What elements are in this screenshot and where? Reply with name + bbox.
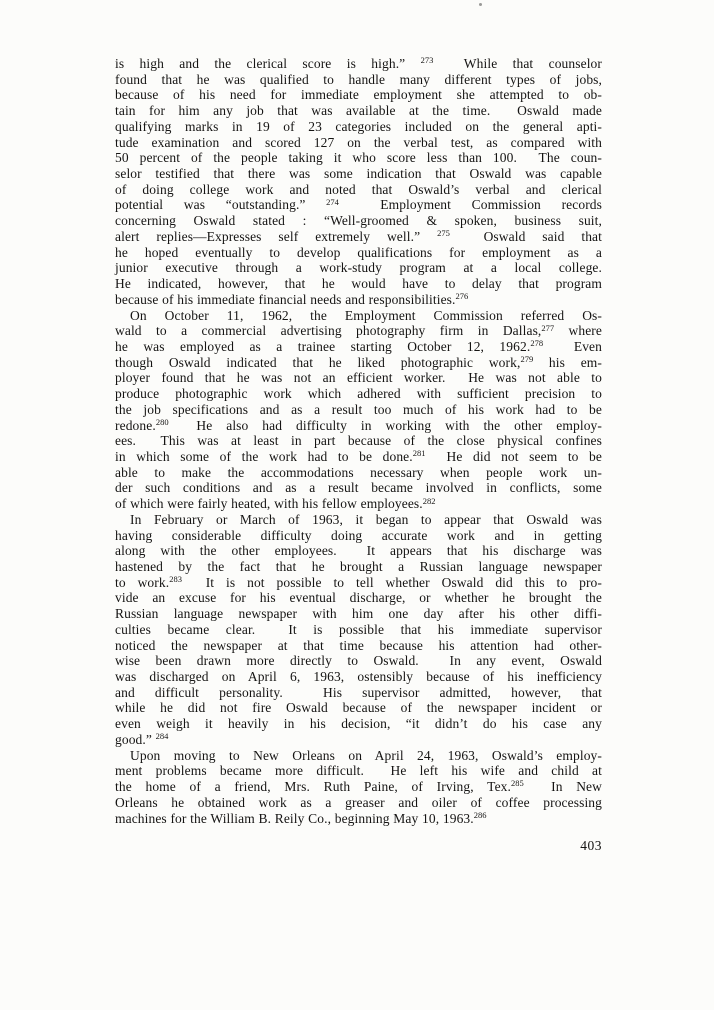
- text-line: tude examination and scored 127 on the verbal test, as compared with: [115, 134, 602, 150]
- footnote-reference: 273: [420, 55, 434, 66]
- text-line: concerning Oswald stated : “Well-groomed & spoken, business suit,: [115, 213, 602, 229]
- text-line: of which were fairly heated, with his fellow employees.$^{282}$: [115, 495, 436, 512]
- text-line: was discharged on April 6, 1963, ostensibly because of his inefficiency: [115, 669, 602, 685]
- text-line: He indicated, however, that he would have to delay that program: [115, 276, 602, 292]
- text-line: On October 11, 1962, the Employment Commission referred Os-: [130, 307, 602, 323]
- text-line: machines for the William B. Reily Co., beginning May 10, 1963.$^{286}$: [115, 809, 487, 826]
- footnote-reference: 283: [169, 574, 182, 585]
- footnote-reference: 275: [437, 228, 450, 239]
- text-line: having considerable difficulty doing accurate work and in getting: [115, 527, 602, 543]
- text-line: wise been drawn more directly to Oswald. In any event, Oswald: [115, 653, 602, 669]
- footnote-reference: 277: [541, 322, 555, 333]
- text-line: Upon moving to New Orleans on April 24, 1963, Oswald’s employ-: [130, 747, 602, 763]
- text-line: good.” $^{284}$: [115, 731, 169, 747]
- text-line: alert replies—Expresses self extremely well.” $^{275}$ Oswald said that: [115, 228, 602, 244]
- text-line: Russian language newspaper with him one day after his other diffi-: [115, 606, 602, 622]
- text-line: In February or March of 1963, it began to appear that Oswald was: [130, 511, 602, 527]
- text-line: vide an excuse for his eventual discharge, or whether he brought the: [115, 590, 602, 606]
- text-line: to work.$^{283}$ It is not possible to tell whether Oswald did this to pro-: [115, 574, 602, 590]
- footnote-reference: 281: [412, 448, 426, 459]
- text-line: ment problems became more difficult. He left his wife and child at: [115, 763, 602, 779]
- text-line: noticed the newspaper at that time because his attention had other-: [115, 637, 602, 653]
- footnote-reference: 280: [155, 416, 169, 427]
- text-line: is high and the clerical score is high.” $^{273}$ While that counselor: [115, 55, 602, 71]
- text-line: ees. This was at least in part because of the close physical confines: [115, 433, 602, 449]
- text-line: the job specifications and as a result too much of his work had to be: [115, 401, 602, 417]
- text-line: potential was “outstanding.” $^{274}$ Employment Commission records: [115, 196, 602, 213]
- footnote-reference: 284: [155, 731, 169, 742]
- text-line: junior executive through a work-study program at a local college.: [115, 260, 602, 276]
- text-line: he was employed as a trainee starting October 12, 1962.$^{278}$ Even: [115, 338, 602, 354]
- text-line: of doing college work and noted that Oswald’s verbal and clerical: [115, 181, 602, 197]
- footnote-reference: 282: [422, 495, 436, 506]
- scan-artifact-dot: [479, 3, 482, 6]
- text-line: found that he was qualified to handle many different types of jobs,: [115, 71, 602, 87]
- text-line: and difficult personality. His supervisor admitted, however, that: [115, 684, 602, 700]
- page-number: 403: [580, 838, 602, 853]
- text-line: the home of a friend, Mrs. Ruth Paine, of Irving, Tex.$^{285}$ In New: [115, 778, 603, 795]
- text-line: while he did not fire Oswald because of the newspaper incident or: [115, 700, 602, 716]
- text-line: even weigh it heavily in his decision, “it didn’t do his case any: [115, 716, 602, 732]
- page-text: [115, 56, 602, 826]
- text-line: Orleans he obtained work as a greaser and oiler of coffee processing: [115, 794, 602, 810]
- footnote-reference: 274: [326, 196, 339, 207]
- text-line: because of his need for immediate employment she attempted to ob-: [115, 87, 602, 103]
- footnote-reference: 286: [473, 809, 487, 820]
- text-line: because of his immediate financial needs and responsibilities.$^{276}$: [115, 291, 469, 307]
- text-line: hastened by the fact that he brought a Russian language newspaper: [115, 559, 602, 574]
- footnote-reference: 276: [455, 291, 469, 302]
- text-line: tain for him any job that was available at the time. Oswald made: [115, 103, 602, 119]
- footnote-reference: 279: [520, 354, 534, 365]
- text-line: qualifying marks in 19 of 23 categories included on the general apti-: [115, 118, 602, 134]
- text-line: along with the other employees. It appears that his discharge was: [115, 543, 602, 559]
- text-line: wald to a commercial advertising photography firm in Dallas,$^{277}$ where: [115, 322, 602, 339]
- text-line: 50 percent of the people taking it who score less than 100. The coun-: [115, 150, 602, 166]
- text-line: produce photographic work which adhered with sufficient precision to: [115, 386, 602, 402]
- footnote-reference: 285: [511, 778, 524, 789]
- text-line: in which some of the work had to be done.$^{281}$ He did not seem to be: [115, 448, 602, 464]
- text-line: he hoped eventually to develop qualifications for employment as a: [115, 244, 602, 260]
- text-line: able to make the accommodations necessary when people work un-: [115, 464, 602, 480]
- text-line: culties became clear. It is possible that his immediate supervisor: [115, 621, 602, 637]
- text-line: redone.$^{280}$ He also had difficulty in working with the other employ-: [115, 416, 602, 433]
- text-line: though Oswald indicated that he liked photographic work,$^{279}$ his em-: [115, 354, 602, 370]
- text-line: selor testified that there was some indication that Oswald was capable: [115, 166, 602, 182]
- text-line: ployer found that he was not an efficient worker. He was not able to: [115, 370, 602, 386]
- footnote-reference: 278: [530, 338, 544, 349]
- text-line: der such conditions and as a result became involved in conflicts, some: [115, 480, 602, 496]
